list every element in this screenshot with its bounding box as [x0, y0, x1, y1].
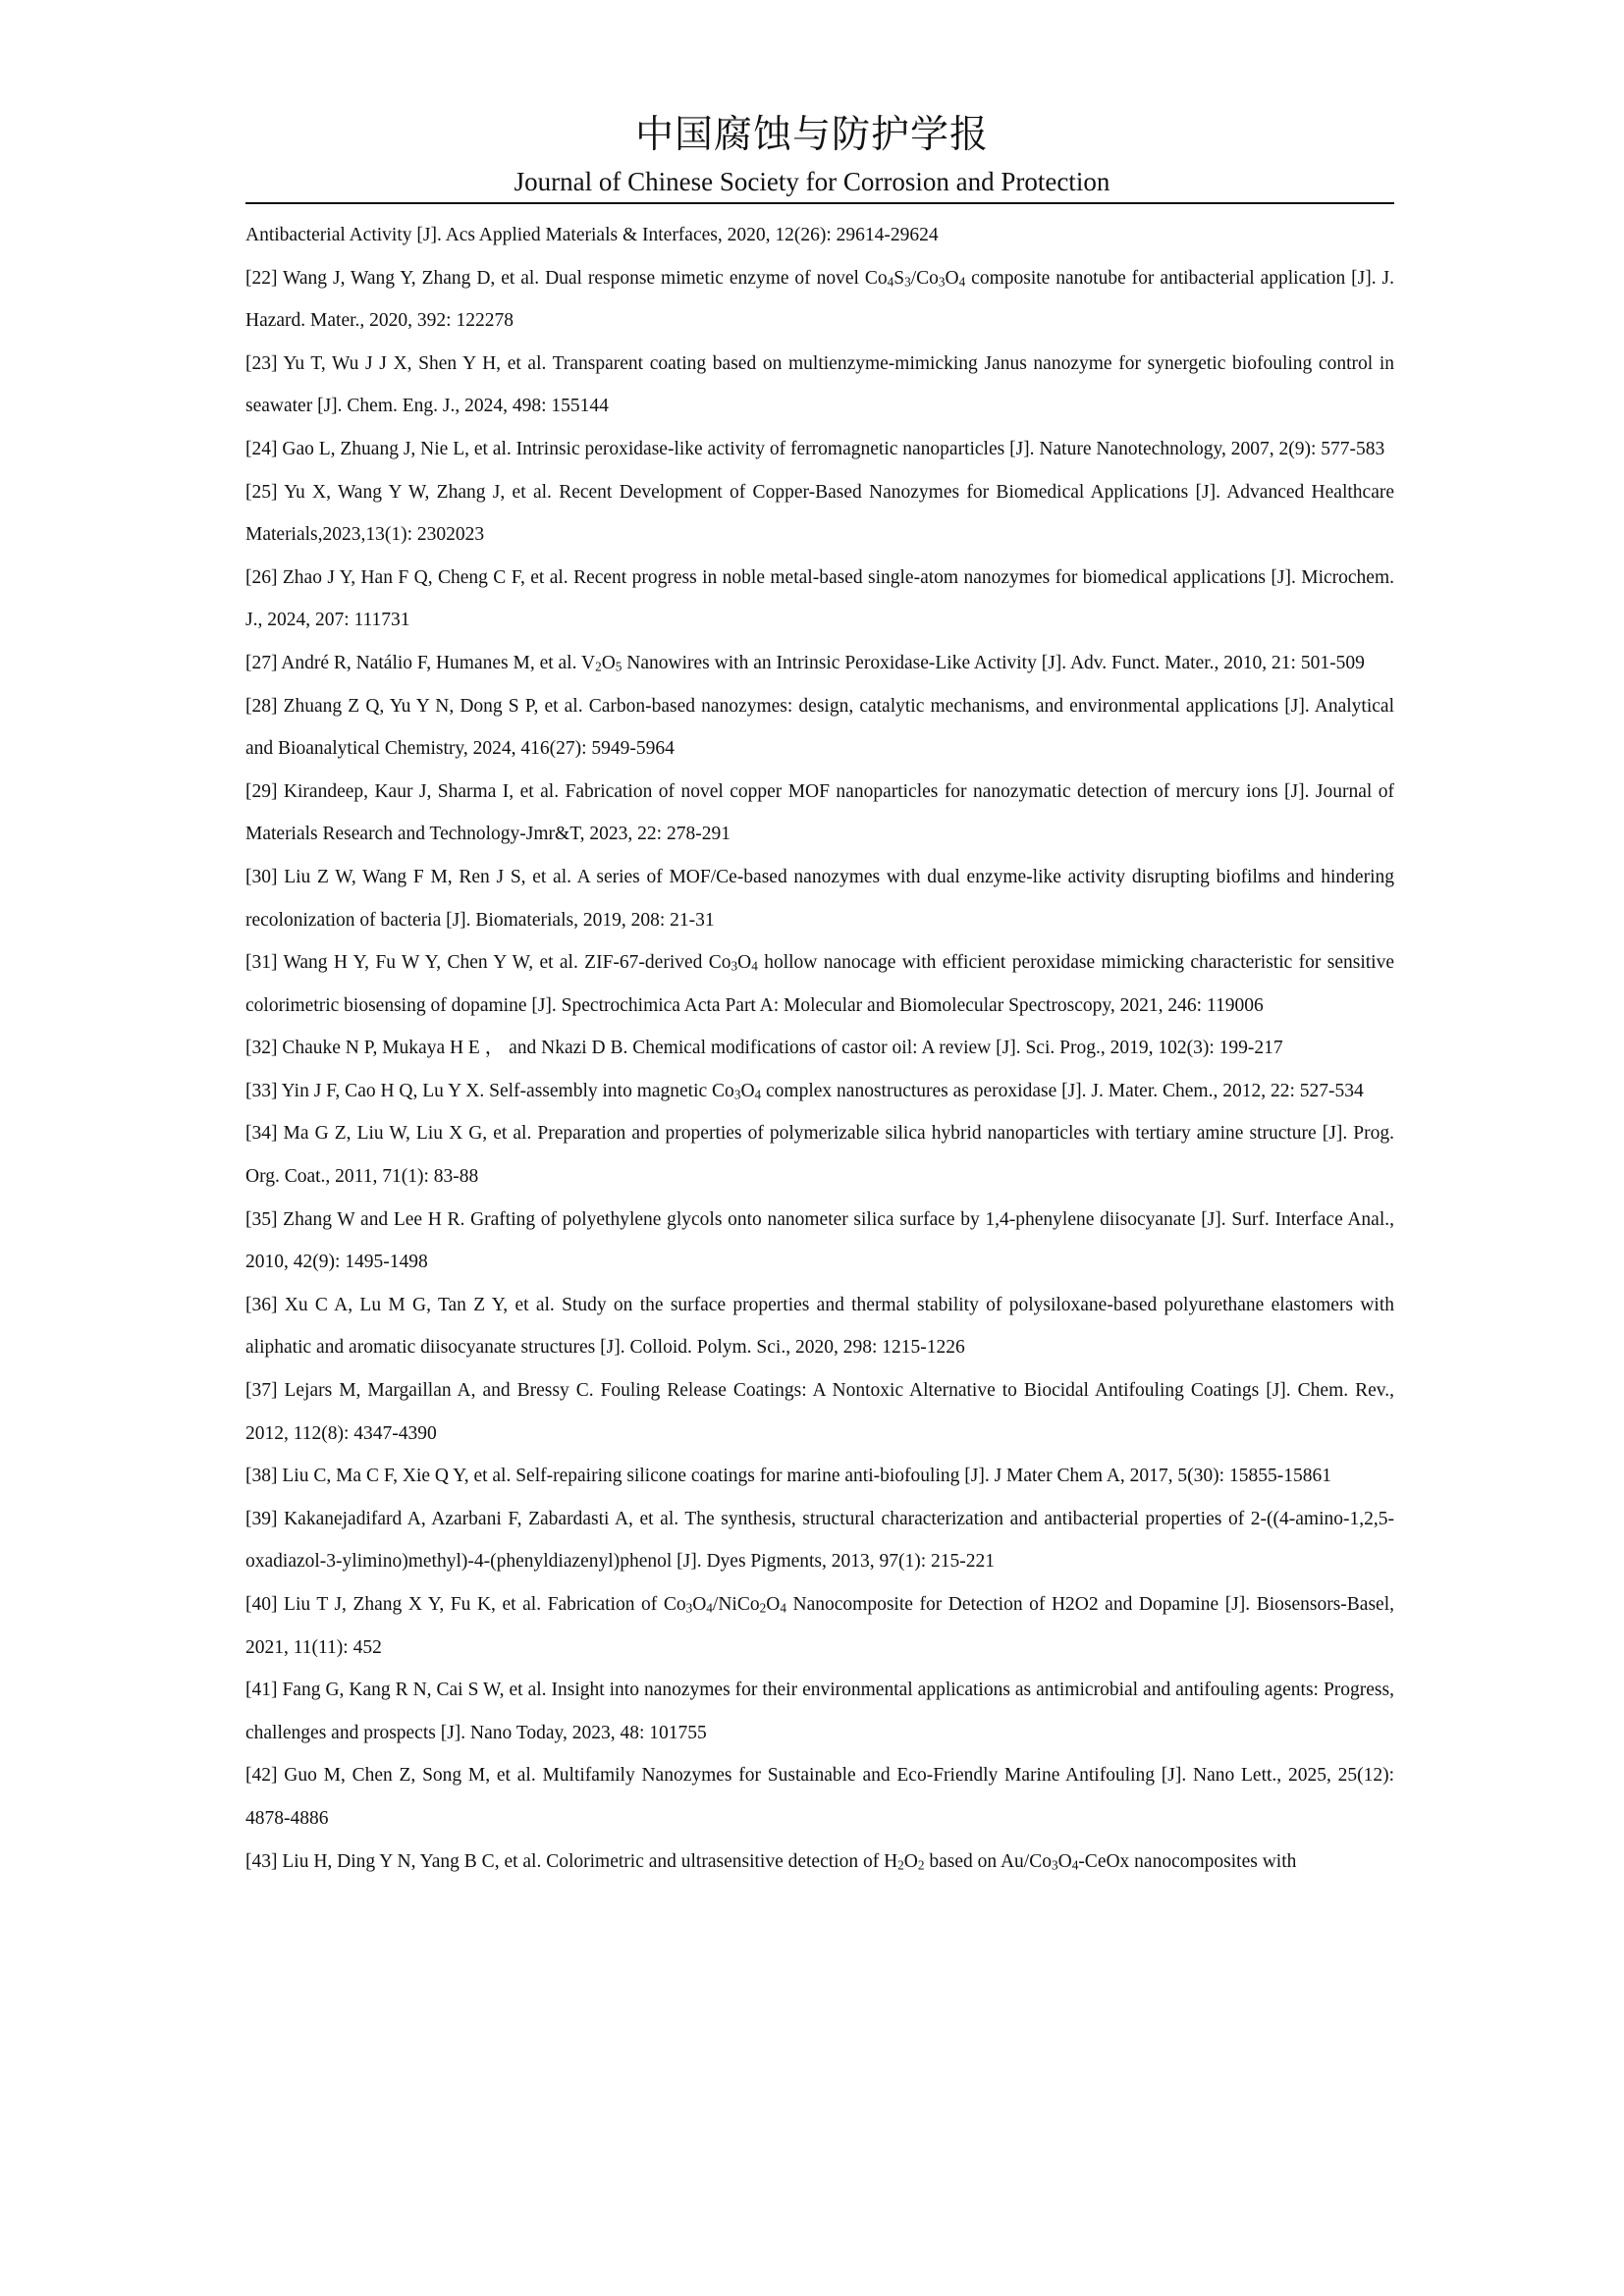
- reference-entry: [35] Zhang W and Lee H R. Grafting of polyethylene glycols onto nanometer silica surface by 1,4-phenylene diisocyanate [J]. Surf. Interface Anal., 2010, 42(9): 1495-1498: [245, 1208, 1394, 1273]
- reference-entry: [42] Guo M, Chen Z, Song M, et al. Multifamily Nanozymes for Sustainable and Eco-Friendly Marine Antifouling [J]. Nano Lett., 2025, 25(12): 4878-4886: [245, 1765, 1394, 1829]
- reference-entry: [28] Zhuang Z Q, Yu Y N, Dong S P, et al. Carbon-based nanozymes: design, catalytic mechanisms, and environmental applications [J]. Analytical and Bioanalytical Chemistry, 2024, 416(27): 5949-5964: [245, 695, 1394, 760]
- reference-entry: [34] Ma G Z, Liu W, Liu X G, et al. Preparation and properties of polymerizable silica hybrid nanoparticles with tertiary amine structure [J]. Prog. Org. Coat., 2011, 71(1): 83-88: [245, 1123, 1394, 1188]
- reference-entry: [41] Fang G, Kang R N, Cai S W, et al. Insight into nanozymes for their environmental applications as antimicrobial and antifouling agents: Progress, challenges and prospects [J]. Nano Today, 2023, 48: 101755: [245, 1680, 1394, 1743]
- journal-title-english: Journal of Chinese Society for Corrosion and Protection: [514, 167, 1110, 196]
- reference-entry: [30] Liu Z W, Wang F M, Ren J S, et al. A series of MOF/Ce-based nanozymes with dual enzyme-like activity disrupting biofilms and hindering recolonization of bacteria [J]. Biomaterials, 2019, 208: 21-31: [245, 866, 1394, 931]
- reference-entry: [39] Kakanejadifard A, Azarbani F, Zabardasti A, et al. The synthesis, structural characterization and antibacterial properties of 2-((4-amino-1,2,5-oxadiazol-3-ylimino)methyl)-4-(phenyldiazenyl)phenol [J]. Dyes Pigments, 2013, 97(1): 215-221: [245, 1508, 1394, 1573]
- reference-entry: [43] Liu H, Ding Y N, Yang B C, et al. Colorimetric and ultrasensitive detection of $H_2O_2$ based on $Au/Co_3O_4$-CeOx nanocomposites with: [245, 1850, 1297, 1873]
- header-divider: [245, 202, 1394, 204]
- reference-entry: [22] Wang J, Wang Y, Zhang D, et al. Dual response mimetic enzyme of novel $Co_4S_3/Co_3O_4$ composite nanotube for antibacterial application [J]. J. Hazard. Mater., 2020, 392: 122278: [245, 267, 1394, 332]
- reference-entry: [25] Yu X, Wang Y W, Zhang J, et al. Recent Development of Copper-Based Nanozymes for Biomedical Applications [J]. Advanced Healthcare Materials,2023,13(1): 2302023: [245, 481, 1394, 546]
- reference-entry: [40] Liu T J, Zhang X Y, Fu K, et al. Fabrication of $Co_3O_4/NiCo_2O_4$ Nanocomposite for Detection of H2O2 and Dopamine [J]. Biosensors-Basel, 2021, 11(11): 452: [245, 1594, 1394, 1658]
- reference-entry: [31] Wang H Y, Fu W Y, Chen Y W, et al. ZIF-67-derived $Co_3O_4$ hollow nanocage with efficient peroxidase mimicking characteristic for sensitive colorimetric biosensing of dopamine [J]. Spectrochimica Acta Part A: Molecular and Biomolecular Spectroscopy, 2021, 246: 119006: [245, 952, 1394, 1016]
- reference-entry: [24] Gao L, Zhuang J, Nie L, et al. Intrinsic peroxidase-like activity of ferromagnetic nanoparticles [J]. Nature Nanotechnology, 2007, 2(9): 577-583: [245, 438, 1385, 459]
- journal-title-chinese: 中国腐蚀与防护学报: [634, 113, 989, 157]
- reference-entry: [23] Yu T, Wu J J X, Shen Y H, et al. Transparent coating based on multienzyme-mimicking Janus nanozyme for synergetic biofouling control in seawater [J]. Chem. Eng. J., 2024, 498: 155144: [245, 352, 1394, 417]
- reference-entry: [36] Xu C A, Lu M G, Tan Z Y, et al. Study on the surface properties and thermal stability of polysiloxane-based polyurethane elastomers with aliphatic and aromatic diisocyanate structures [J]. Colloid. Polym. Sci., 2020, 298: 1215-1226: [245, 1294, 1394, 1359]
- reference-list: [245, 214, 1394, 1883]
- reference-entry: [33] Yin J F, Cao H Q, Lu Y X. Self-assembly into magnetic $Co_3O_4$ complex nanostructures as peroxidase [J]. J. Mater. Chem., 2012, 22: 527-534: [245, 1080, 1364, 1102]
- reference-entry: [37] Lejars M, Margaillan A, and Bressy C. Fouling Release Coatings: A Nontoxic Alternative to Biocidal Antifouling Coatings [J]. Chem. Rev., 2012, 112(8): 4347-4390: [245, 1380, 1394, 1444]
- reference-entry: [27] André R, Natálio F, Humanes M, et al. $V_2O_5$ Nanowires with an Intrinsic Peroxidase-Like Activity [J]. Adv. Funct. Mater., 2010, 21: 501-509: [245, 652, 1365, 674]
- reference-entry: [29] Kirandeep, Kaur J, Sharma I, et al. Fabrication of novel copper MOF nanoparticles for nanozymatic detection of mercury ions [J]. Journal of Materials Research and Technology-Jmr&T, 2023, 22: 278-291: [245, 780, 1394, 845]
- reference-entry: Antibacterial Activity [J]. Acs Applied Materials & Interfaces, 2020, 12(26): 29614-29624: [245, 225, 939, 245]
- reference-entry: [38] Liu C, Ma C F, Xie Q Y, et al. Self-repairing silicone coatings for marine anti-biofouling [J]. J Mater Chem A, 2017, 5(30): 15855-15861: [245, 1466, 1331, 1487]
- reference-entry: [26] Zhao J Y, Han F Q, Cheng C F, et al. Recent progress in noble metal-based single-atom nanozymes for biomedical applications [J]. Microchem. J., 2024, 207: 111731: [245, 566, 1394, 631]
- reference-entry: [32] Chauke N P, Mukaya H E ， and Nkazi D B. Chemical modifications of castor oil: A review [J]. Sci. Prog., 2019, 102(3): 199-217: [245, 1038, 1283, 1059]
